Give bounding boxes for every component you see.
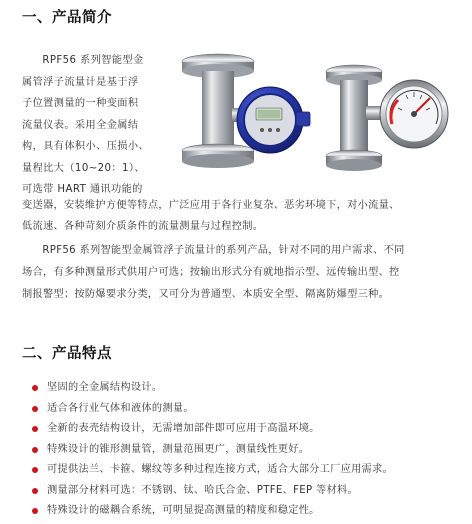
feature-text: 测量部分材料可选：不锈钢、钛、哈氏合金、PTFE、FEP 等材料。 [47, 484, 358, 496]
feature-text: 特殊设计的锥形测量管，测量范围更广，测量线性更好。 [47, 443, 310, 455]
feature-text: 全新的表壳结构设计，无需增加部件即可应用于高温环境。 [47, 423, 320, 434]
feature-item [30, 378, 393, 399]
intro-line: 可选带 HART 通讯功能的 [22, 184, 143, 195]
feature-item [30, 460, 393, 481]
series-paragraph-line: RPF56 系列智能型金属管浮子流量计的系列产品，针对不同的用户需求、不同 [42, 245, 405, 256]
flowmeter-digital-icon [172, 48, 314, 178]
feature-item [30, 481, 393, 502]
bullet-icon [32, 385, 38, 391]
intro-continuation-line: 变送器，安装维护方便等特点，广泛应用于各行业复杂、恶劣环境下，对小流量、 [22, 200, 400, 211]
bullet-icon [32, 447, 38, 453]
section-title-product-intro: 一、产品简介 [22, 10, 112, 26]
feature-item [30, 501, 393, 522]
series-paragraph-line: 场合，有多种测量形式供用户可选；按输出形式分有就地指示型、远传输出型、控 [22, 267, 400, 278]
feature-list [30, 378, 393, 522]
feature-text: 适合各行业气体和液体的测量。 [47, 402, 194, 414]
intro-line: RPF56 系列智能型金 [42, 55, 144, 66]
section-title-product-features: 二、产品特点 [22, 346, 112, 362]
intro-paragraph [22, 50, 172, 201]
bullet-icon [32, 508, 38, 514]
flowmeter-dial-icon [318, 62, 456, 182]
series-paragraph-line: 制报警型；按防爆要求分类，又可分为普通型、本质安全型、隔离防爆型三种。 [22, 289, 390, 300]
intro-line: 属管浮子流量计是基于浮 [22, 76, 139, 88]
bullet-icon [32, 467, 38, 473]
feature-text: 特殊设计的磁耦合系统，可明显提高测量的精度和稳定性。 [47, 505, 320, 516]
bullet-icon [32, 406, 38, 412]
bullet-icon [32, 488, 38, 494]
feature-item [30, 419, 393, 440]
bullet-icon [32, 426, 38, 432]
feature-item [30, 399, 393, 420]
feature-text: 可提供法兰、卡箍、螺纹等多种过程连接方式，适合大部分工厂应用需求。 [47, 464, 394, 475]
feature-item [30, 440, 393, 461]
intro-line: 子位置测量的一种变面积 [22, 98, 139, 109]
intro-line: 构，具有体积小、压损小、 [22, 141, 150, 152]
intro-line: 量程比大（10~20：1）、 [22, 162, 145, 174]
intro-continuation-line: 低流速、各种苛刻介质条件的流量测量与过程控制。 [22, 221, 264, 232]
intro-line: 流量仪表。采用全金属结 [22, 119, 139, 131]
feature-text: 坚固的全金属结构设计。 [47, 382, 163, 393]
